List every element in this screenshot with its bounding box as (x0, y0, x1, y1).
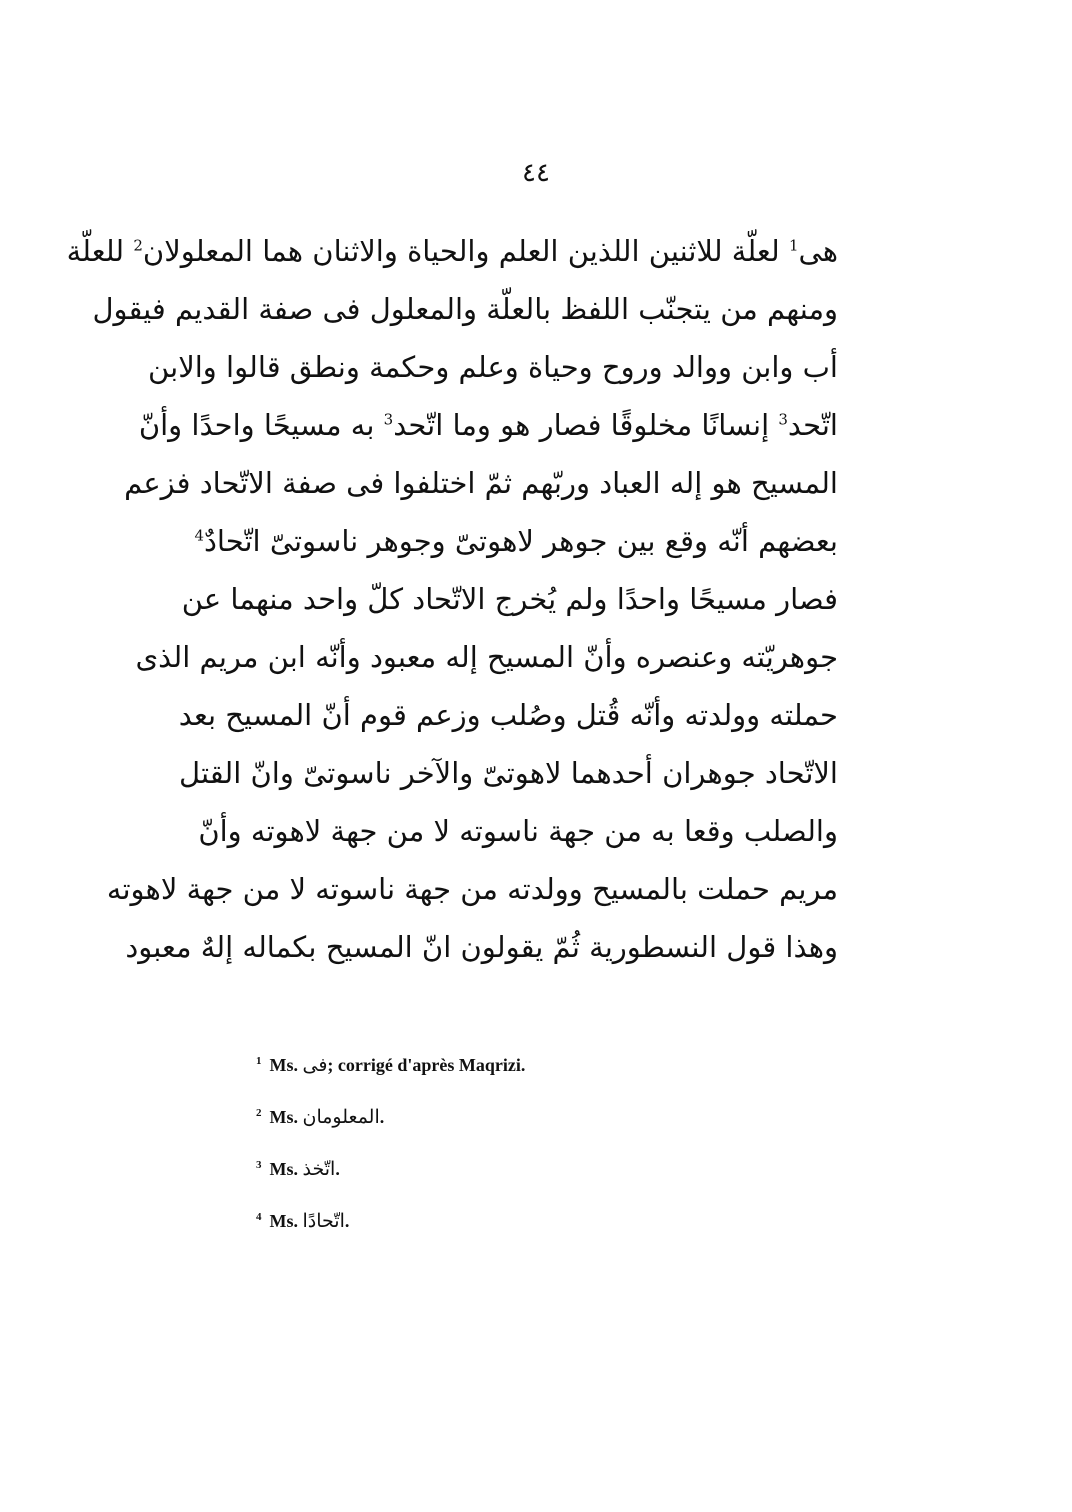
footnote-arabic: فى (302, 1054, 328, 1076)
footnote-label: Ms. (269, 1159, 298, 1179)
footnotes (256, 1046, 756, 1254)
text-line: ومنهم من يتجنّب اللفظ بالعلّة والمعلول فى صفة القديم فيقول (92, 292, 838, 326)
footnote-suffix: . (379, 1107, 385, 1127)
text-line: اتّحد$^3$ إنسانًا مخلوقًا فصار هو وما اتّحد$^3$ به مسيحًا واحدًا وأنّ (138, 408, 838, 442)
text-line: هى$^1$ لعلّة للاثنين اللذين العلم والحياة والاثنان هما المعلولان$^2$ للعلّة (66, 234, 838, 268)
footnote-ref: 3 (778, 410, 788, 429)
text-line: بعضهم أنّه وقع بين جوهر لاهوتىّ وجوهر ناسوتىّ اتّحادٌ$^4$ (194, 524, 838, 558)
footnote-label: Ms. (269, 1107, 298, 1127)
footnote-ref: 4 (194, 526, 204, 545)
footnote (256, 1150, 756, 1202)
text-line: مريم حملت بالمسيح وولدته من جهة ناسوته لا من جهة لاهوته (106, 872, 838, 906)
footnote-arabic: اتّخذ (302, 1158, 336, 1180)
text-line: جوهريّته وعنصره وأنّ المسيح إله معبود وأنّه ابن مريم الذى (135, 640, 838, 674)
text-line: الاتّحاد جوهران أحدهما لاهوتىّ والآخر ناسوتىّ وانّ القتل (179, 756, 838, 790)
footnote (256, 1202, 756, 1254)
footnote-suffix: . (335, 1159, 340, 1179)
footnote-ref: 2 (133, 236, 143, 255)
footnote-ref: 1 (788, 236, 799, 255)
arabic-body-text (66, 222, 838, 976)
footnote-arabic: اتّحادًا (302, 1210, 345, 1232)
footnote-ref: 3 (383, 410, 394, 429)
text-line: أب وابن ووالد وروح وحياة وعلم وحكمة ونطق قالوا والابن (148, 350, 838, 384)
text-line: وهذا قول النسطورية ثُمّ يقولون انّ المسيح بكماله إلهٌ معبود (125, 930, 838, 964)
footnote (256, 1046, 756, 1098)
footnote-label: Ms. (269, 1211, 298, 1231)
footnote-mark: 1 (256, 1055, 262, 1067)
page-number: ٤٤ (522, 158, 550, 188)
footnote-mark: 2 (256, 1107, 262, 1119)
footnote (256, 1098, 756, 1150)
footnote-suffix: ; corrigé d'après Maqrizi. (327, 1055, 526, 1075)
footnote-suffix: . (344, 1211, 350, 1231)
footnote-mark: 4 (256, 1211, 262, 1223)
text-line: والصلب وقعا به من جهة ناسوته لا من جهة لاهوته وأنّ (198, 814, 838, 848)
footnote-label: Ms. (269, 1055, 298, 1075)
text-line: فصار مسيحًا واحدًا ولم يُخرج الاتّحاد كلّ واحد منهما عن (181, 582, 838, 616)
footnote-mark: 3 (256, 1159, 262, 1171)
text-line: المسيح هو إله العباد وربّهم ثمّ اختلفوا فى صفة الاتّحاد فزعم (124, 466, 838, 500)
text-line: حملته وولدته وأنّه قُتل وصُلب وزعم قوم أنّ المسيح بعد (178, 698, 838, 732)
footnote-arabic: المعلومان (302, 1106, 380, 1128)
